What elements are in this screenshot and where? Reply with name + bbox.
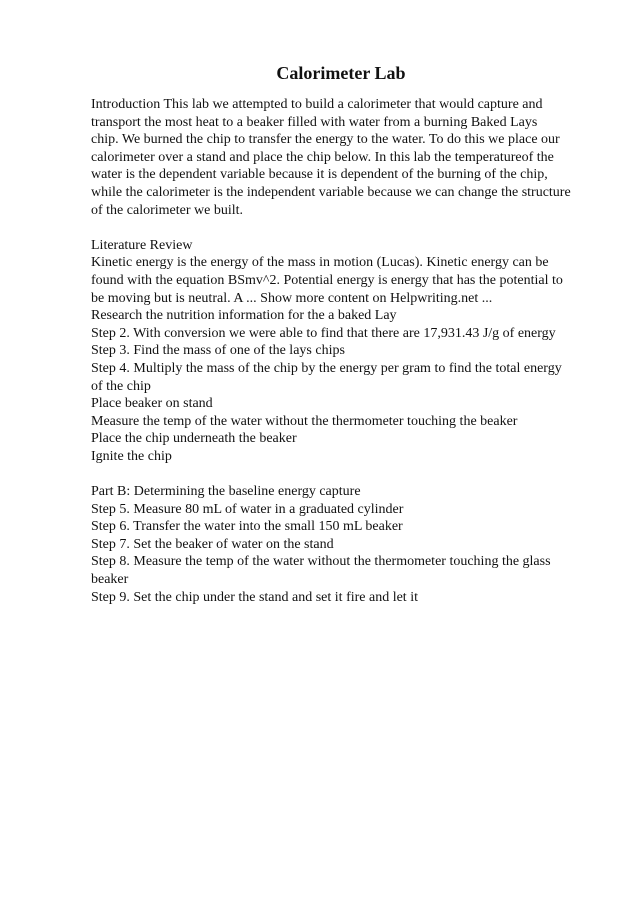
text-line: transport the most heat to a beaker filled with water from a burning Baked Lays [91, 114, 538, 130]
text-line: of the chip [91, 378, 151, 394]
text-line: Ignite the chip [91, 448, 172, 464]
text-line: be moving but is neutral. A ... Show more content on Helpwriting.net ... [91, 290, 493, 306]
step-line: Step 4. Multiply the mass of the chip by the energy per gram to find the total energy [91, 360, 562, 376]
step-line: Step 7. Set the beaker of water on the stand [91, 536, 334, 552]
text-line: calorimeter over a stand and place the chip below. In this lab the temperatureof the [91, 149, 554, 165]
part-b-section [91, 483, 591, 606]
text-line: Place the chip underneath the beaker [91, 431, 297, 447]
text-line: while the calorimeter is the independent variable because we can change the structure [91, 184, 571, 200]
step-line: Step 5. Measure 80 mL of water in a graduated cylinder [91, 501, 404, 517]
section-heading: Literature Review [91, 237, 193, 253]
literature-review-section [91, 237, 591, 466]
step-line: Step 2. With conversion we were able to find that there are 17,931.43 J/g of energy [91, 325, 556, 341]
document-page [91, 62, 591, 606]
text-line: beaker [91, 572, 129, 588]
step-line: Step 3. Find the mass of one of the lays chips [91, 343, 345, 359]
section-heading: Part B: Determining the baseline energy capture [91, 484, 361, 500]
step-line: Step 6. Transfer the water into the small 150 mL beaker [91, 519, 403, 535]
introduction-paragraph [91, 96, 591, 219]
step-line: Step 9. Set the chip under the stand and set it fire and let it [91, 589, 418, 605]
document-title: Calorimeter Lab [276, 63, 406, 83]
text-line: of the calorimeter we built. [91, 202, 243, 218]
text-line: Measure the temp of the water without the thermometer touching the beaker [91, 413, 518, 429]
step-line: Step 8. Measure the temp of the water without the thermometer touching the glass [91, 554, 551, 570]
text-line: chip. We burned the chip to transfer the energy to the water. To do this we place our [91, 132, 560, 148]
text-line: found with the equation BSmv^2. Potential energy is energy that has the potential to [91, 272, 563, 288]
text-line: Kinetic energy is the energy of the mass in motion (Lucas). Kinetic energy can be [91, 255, 549, 271]
text-line: Place beaker on stand [91, 396, 213, 412]
paragraph-gap [91, 465, 591, 483]
text-line: water is the dependent variable because it is dependent of the burning of the chip, [91, 167, 548, 183]
text-line: Introduction This lab we attempted to build a calorimeter that would capture and [91, 97, 543, 112]
text-line: Research the nutrition information for the a baked Lay [91, 308, 397, 324]
paragraph-gap [91, 219, 591, 237]
